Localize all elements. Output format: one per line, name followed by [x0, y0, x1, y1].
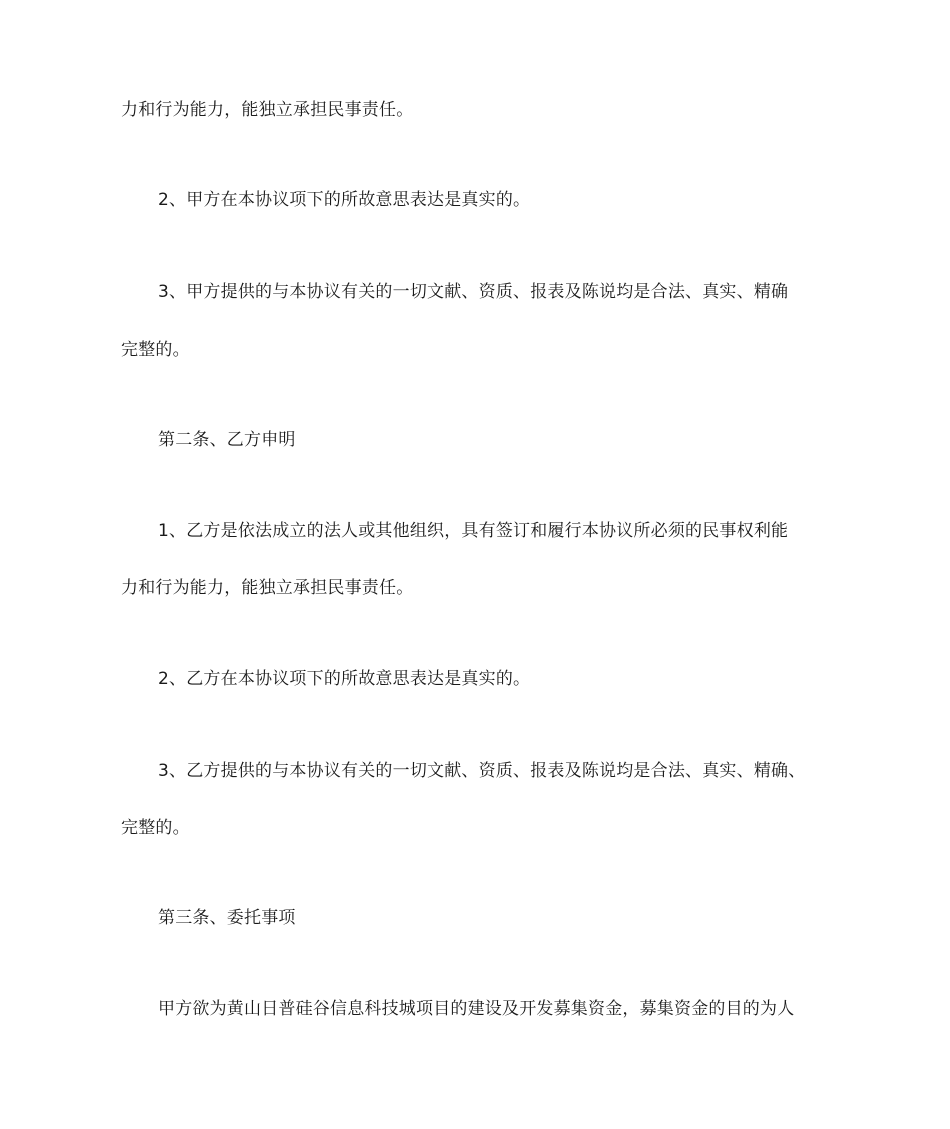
paragraph-line: 甲方欲为黄山日普硅谷信息科技城项目的建设及开发募集资金，募集资金的目的为人: [158, 999, 795, 1019]
paragraph-line: 完整的。: [121, 818, 190, 838]
paragraph-line: 完整的。: [121, 340, 190, 360]
paragraph-line: 1、乙方是依法成立的法人或其他组织，具有签订和履行本协议所必须的民事权利能: [158, 521, 789, 541]
section-heading: 第二条、乙方申明: [158, 430, 296, 450]
paragraph-line: 力和行为能力，能独立承担民事责任。: [121, 100, 414, 120]
paragraph-line: 3、甲方提供的与本协议有关的一切文献、资质、报表及陈说均是合法、真实、精确: [158, 282, 789, 302]
paragraph-line: 力和行为能力，能独立承担民事责任。: [121, 578, 414, 598]
paragraph-line: 3、乙方提供的与本协议有关的一切文献、资质、报表及陈说均是合法、真实、精确、: [158, 761, 806, 781]
paragraph-line: 2、乙方在本协议项下的所故意思表达是真实的。: [158, 669, 531, 689]
section-heading: 第三条、委托事项: [158, 908, 296, 928]
paragraph-line: 2、甲方在本协议项下的所故意思表达是真实的。: [158, 190, 531, 210]
